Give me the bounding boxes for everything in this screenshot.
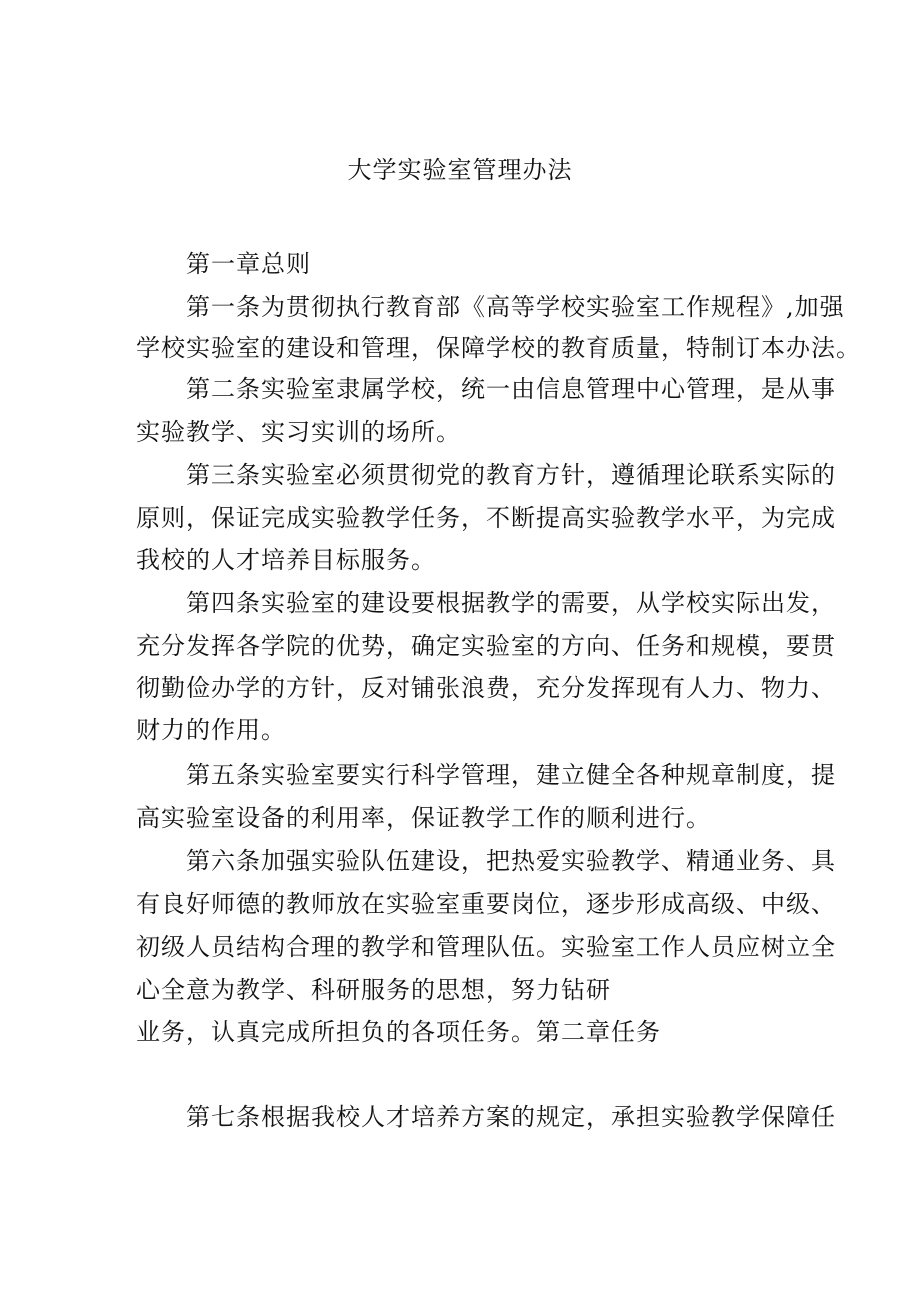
article-2-line-1: 第二条实验室隶属学校，统一由信息管理中心管理，是从事 bbox=[186, 375, 836, 403]
article-6-line-3: 初级人员结构合理的教学和管理队伍。实验室工作人员应树立全 bbox=[136, 933, 836, 961]
article-5-line-2: 高实验室设备的利用率，保证教学工作的顺利进行。 bbox=[136, 804, 711, 832]
article-4-line-4: 财力的作用。 bbox=[136, 716, 286, 744]
article-6-line-2: 有良好师德的教师放在实验室重要岗位，逐步形成高级、中级、 bbox=[136, 890, 836, 918]
article-3-line-2: 原则，保证完成实验教学任务，不断提高实验教学水平，为完成 bbox=[136, 504, 836, 532]
article-4-line-2: 充分发挥各学院的优势，确定实验室的方向、任务和规模，要贯 bbox=[136, 632, 836, 660]
article-2-line-2: 实验教学、实习实训的场所。 bbox=[136, 418, 461, 446]
document-title: 大学实验室管理办法 bbox=[347, 156, 573, 184]
chapter-heading: 第一章总则 bbox=[186, 250, 311, 278]
article-6-line-5: 业务，认真完成所担负的各项任务。第二章任务 bbox=[136, 1018, 661, 1046]
article-4-line-1: 第四条实验室的建设要根据教学的需要，从学校实际出发， bbox=[186, 589, 836, 617]
article-4-line-3: 彻勤俭办学的方针，反对铺张浪费，充分发挥现有人力、物力、 bbox=[136, 674, 836, 702]
article-3-line-3: 我校的人才培养目标服务。 bbox=[136, 546, 436, 574]
article-7-line-1: 第七条根据我校人才培养方案的规定，承担实验教学保障任 bbox=[186, 1103, 836, 1131]
article-1-line-1: 第一条为贯彻执行教育部《高等学校实验室工作规程》,加强 bbox=[186, 293, 845, 321]
article-6-line-4: 心全意为教学、科研服务的思想，努力钻研 bbox=[136, 976, 611, 1004]
article-1-line-2: 学校实验室的建设和管理，保障学校的教育质量，特制订本办法。 bbox=[136, 334, 861, 362]
article-6-line-1: 第六条加强实验队伍建设，把热爱实验教学、精通业务、具 bbox=[186, 847, 836, 875]
article-5-line-1: 第五条实验室要实行科学管理，建立健全各种规章制度，提 bbox=[186, 761, 836, 789]
article-3-line-1: 第三条实验室必须贯彻党的教育方针，遵循理论联系实际的 bbox=[186, 461, 836, 489]
